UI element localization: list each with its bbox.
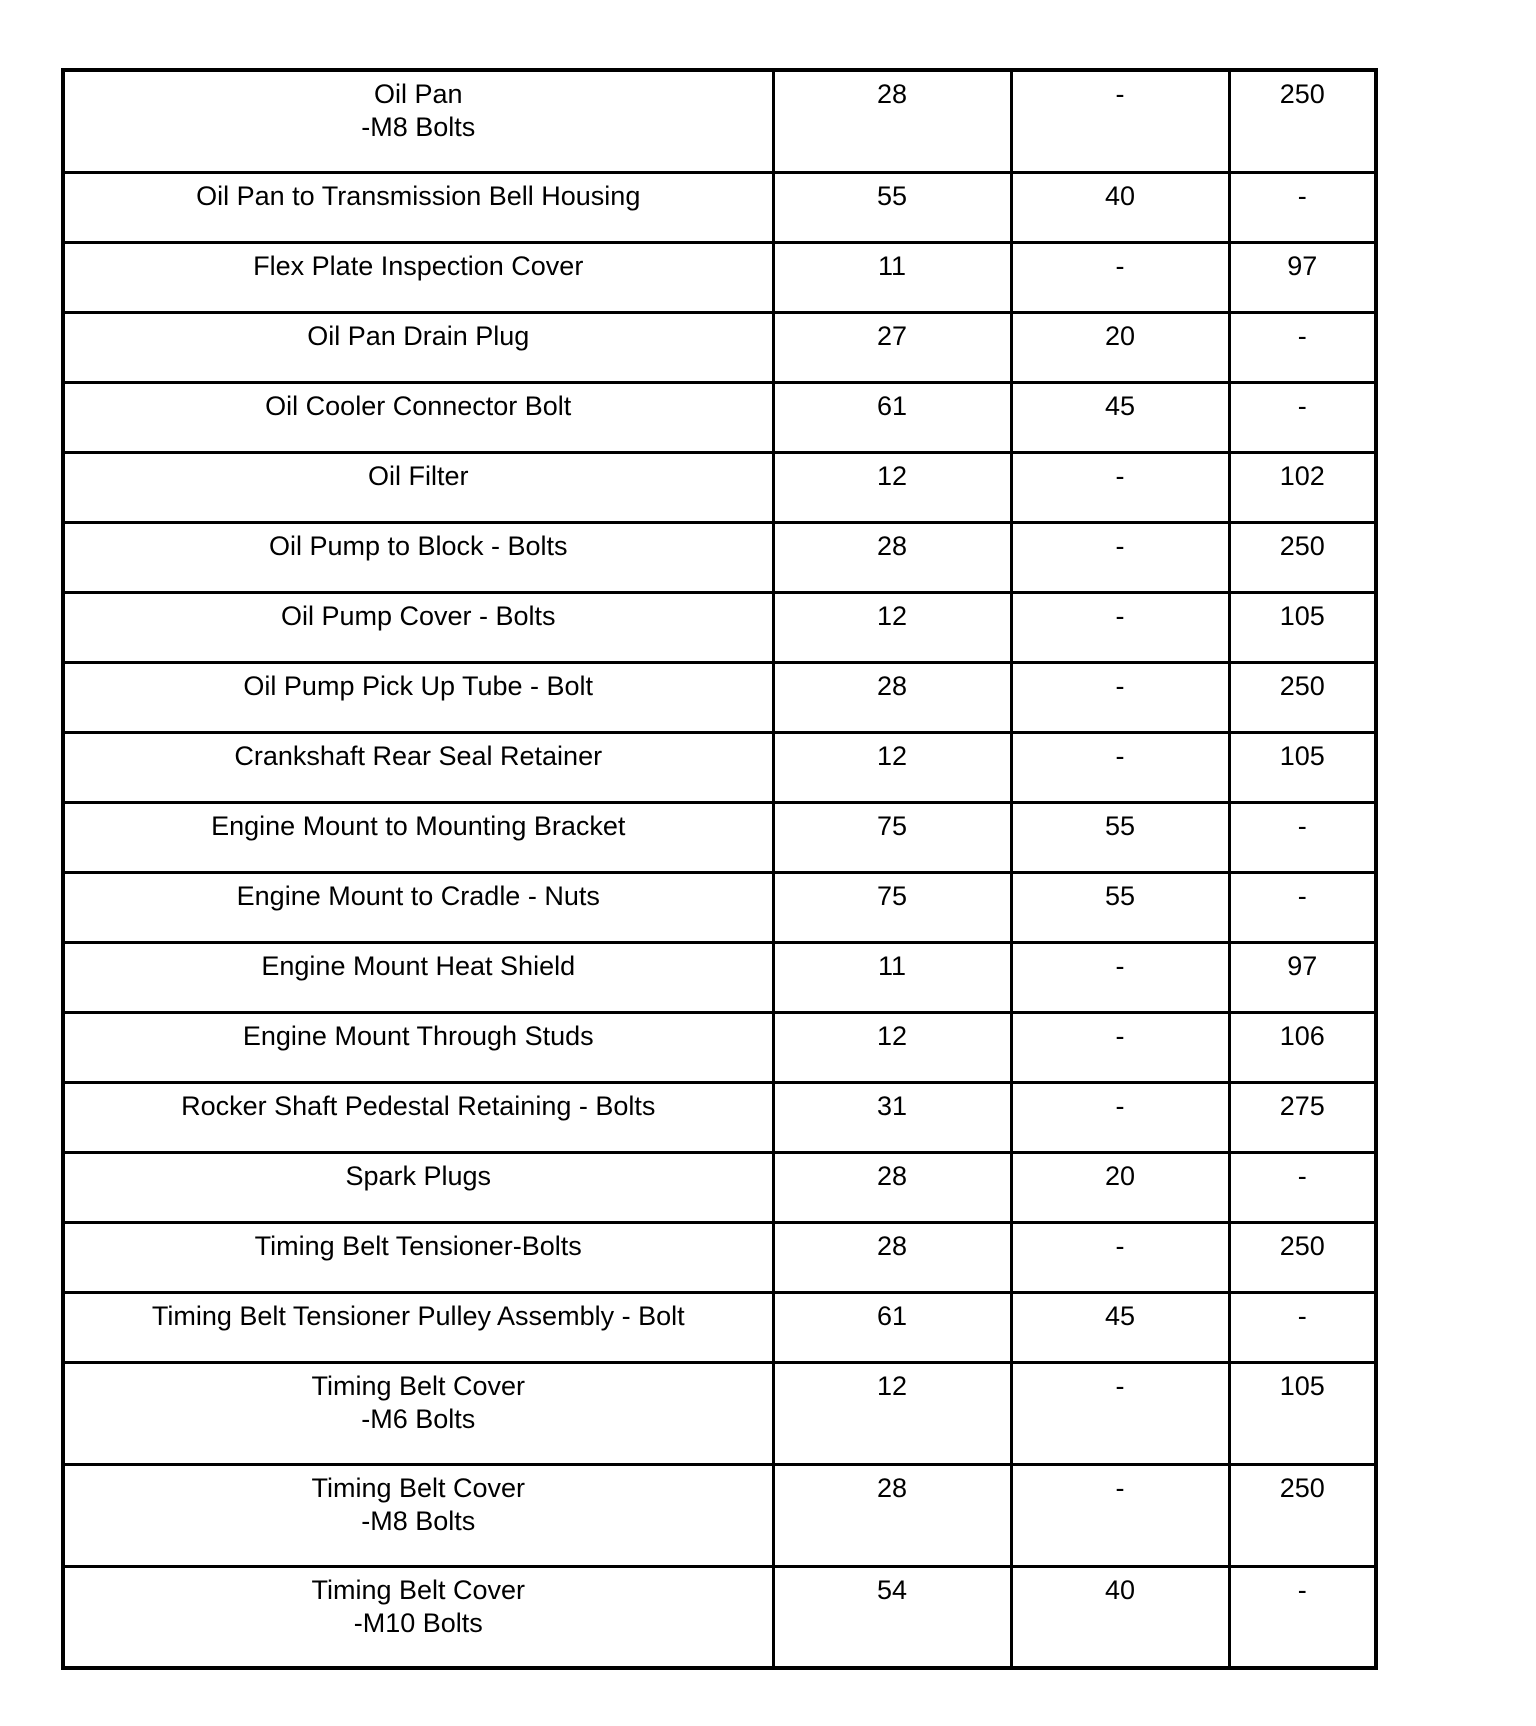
nm-cell: 28 — [773, 1464, 1011, 1566]
in-lbs-cell: 105 — [1229, 732, 1376, 802]
table-row — [63, 592, 1376, 662]
nm-cell: 75 — [773, 802, 1011, 872]
description-cell: Engine Mount Through Studs — [63, 1012, 773, 1082]
in-lbs-cell: - — [1229, 172, 1376, 242]
table-row — [63, 382, 1376, 452]
ft-lbs-cell: 55 — [1011, 872, 1229, 942]
ft-lbs-cell: - — [1011, 1012, 1229, 1082]
table-row — [63, 452, 1376, 522]
ft-lbs-cell: - — [1011, 942, 1229, 1012]
nm-cell: 12 — [773, 1362, 1011, 1464]
in-lbs-cell: 250 — [1229, 1464, 1376, 1566]
in-lbs-cell: 250 — [1229, 522, 1376, 592]
table-row — [63, 522, 1376, 592]
in-lbs-cell: - — [1229, 1292, 1376, 1362]
table-row — [63, 802, 1376, 872]
nm-cell: 61 — [773, 382, 1011, 452]
nm-cell: 28 — [773, 1152, 1011, 1222]
nm-cell: 12 — [773, 452, 1011, 522]
description-cell: Timing Belt Cover -M8 Bolts — [63, 1464, 773, 1566]
nm-cell: 12 — [773, 1012, 1011, 1082]
table-row — [63, 1464, 1376, 1566]
description-cell: Engine Mount to Mounting Bracket — [63, 802, 773, 872]
in-lbs-cell: 250 — [1229, 662, 1376, 732]
table-row — [63, 1566, 1376, 1668]
in-lbs-cell: - — [1229, 872, 1376, 942]
in-lbs-cell: - — [1229, 1566, 1376, 1668]
table-row — [63, 942, 1376, 1012]
in-lbs-cell: 97 — [1229, 942, 1376, 1012]
table-row — [63, 70, 1376, 172]
description-cell: Oil Pan -M8 Bolts — [63, 70, 773, 172]
ft-lbs-cell: - — [1011, 452, 1229, 522]
nm-cell: 28 — [773, 70, 1011, 172]
ft-lbs-cell: - — [1011, 1464, 1229, 1566]
in-lbs-cell: 106 — [1229, 1012, 1376, 1082]
description-cell: Oil Cooler Connector Bolt — [63, 382, 773, 452]
nm-cell: 11 — [773, 242, 1011, 312]
nm-cell: 28 — [773, 662, 1011, 732]
ft-lbs-cell: - — [1011, 70, 1229, 172]
description-cell: Crankshaft Rear Seal Retainer — [63, 732, 773, 802]
in-lbs-cell: 102 — [1229, 452, 1376, 522]
ft-lbs-cell: 20 — [1011, 312, 1229, 382]
description-cell: Timing Belt Tensioner Pulley Assembly - Bolt — [63, 1292, 773, 1362]
ft-lbs-cell: - — [1011, 1082, 1229, 1152]
table-row — [63, 242, 1376, 312]
in-lbs-cell: 275 — [1229, 1082, 1376, 1152]
description-cell: Engine Mount to Cradle - Nuts — [63, 872, 773, 942]
description-cell: Timing Belt Cover -M10 Bolts — [63, 1566, 773, 1668]
nm-cell: 27 — [773, 312, 1011, 382]
ft-lbs-cell: - — [1011, 1222, 1229, 1292]
ft-lbs-cell: 45 — [1011, 1292, 1229, 1362]
nm-cell: 11 — [773, 942, 1011, 1012]
in-lbs-cell: 97 — [1229, 242, 1376, 312]
ft-lbs-cell: - — [1011, 242, 1229, 312]
in-lbs-cell: - — [1229, 802, 1376, 872]
nm-cell: 28 — [773, 522, 1011, 592]
description-cell: Timing Belt Cover -M6 Bolts — [63, 1362, 773, 1464]
ft-lbs-cell: 40 — [1011, 172, 1229, 242]
ft-lbs-cell: 40 — [1011, 1566, 1229, 1668]
description-cell: Oil Pump Cover - Bolts — [63, 592, 773, 662]
nm-cell: 12 — [773, 732, 1011, 802]
in-lbs-cell: 250 — [1229, 1222, 1376, 1292]
ft-lbs-cell: - — [1011, 732, 1229, 802]
ft-lbs-cell: 20 — [1011, 1152, 1229, 1222]
nm-cell: 55 — [773, 172, 1011, 242]
description-cell: Flex Plate Inspection Cover — [63, 242, 773, 312]
table-row — [63, 1012, 1376, 1082]
table-row — [63, 732, 1376, 802]
description-cell: Spark Plugs — [63, 1152, 773, 1222]
torque-spec-table-body — [63, 70, 1376, 1668]
nm-cell: 31 — [773, 1082, 1011, 1152]
ft-lbs-cell: - — [1011, 592, 1229, 662]
in-lbs-cell: 105 — [1229, 1362, 1376, 1464]
description-cell: Oil Pan to Transmission Bell Housing — [63, 172, 773, 242]
description-cell: Rocker Shaft Pedestal Retaining - Bolts — [63, 1082, 773, 1152]
in-lbs-cell: 105 — [1229, 592, 1376, 662]
in-lbs-cell: - — [1229, 312, 1376, 382]
table-row — [63, 872, 1376, 942]
description-cell: Oil Pump to Block - Bolts — [63, 522, 773, 592]
in-lbs-cell: - — [1229, 382, 1376, 452]
description-cell: Oil Pan Drain Plug — [63, 312, 773, 382]
table-row — [63, 1082, 1376, 1152]
table-row — [63, 1292, 1376, 1362]
table-row — [63, 662, 1376, 732]
description-cell: Timing Belt Tensioner-Bolts — [63, 1222, 773, 1292]
table-row — [63, 1222, 1376, 1292]
ft-lbs-cell: - — [1011, 1362, 1229, 1464]
ft-lbs-cell: - — [1011, 522, 1229, 592]
description-cell: Oil Filter — [63, 452, 773, 522]
nm-cell: 61 — [773, 1292, 1011, 1362]
table-row — [63, 312, 1376, 382]
in-lbs-cell: - — [1229, 1152, 1376, 1222]
table-row — [63, 1362, 1376, 1464]
nm-cell: 75 — [773, 872, 1011, 942]
description-cell: Oil Pump Pick Up Tube - Bolt — [63, 662, 773, 732]
ft-lbs-cell: 45 — [1011, 382, 1229, 452]
nm-cell: 12 — [773, 592, 1011, 662]
nm-cell: 28 — [773, 1222, 1011, 1292]
ft-lbs-cell: - — [1011, 662, 1229, 732]
torque-spec-table — [61, 68, 1378, 1670]
in-lbs-cell: 250 — [1229, 70, 1376, 172]
table-row — [63, 1152, 1376, 1222]
description-cell: Engine Mount Heat Shield — [63, 942, 773, 1012]
nm-cell: 54 — [773, 1566, 1011, 1668]
table-row — [63, 172, 1376, 242]
ft-lbs-cell: 55 — [1011, 802, 1229, 872]
